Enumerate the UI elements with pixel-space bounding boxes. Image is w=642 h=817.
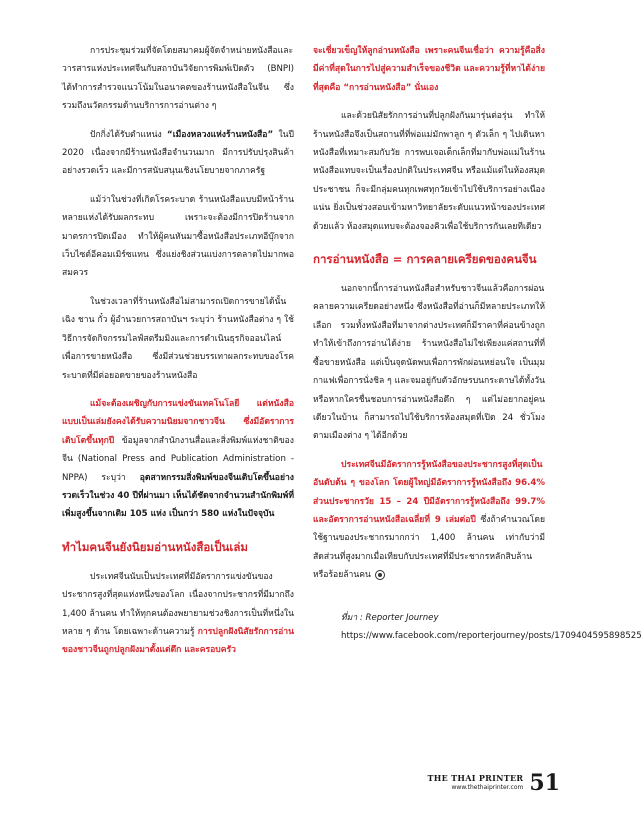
right-column [313,42,642,655]
paragraph-literacy-rate: ประเทศจีนมีอัตราการรู้หนังสือของประชากรสูงที่สุดเป็นอันดับต้น ๆ ของโลก โดยผู้ใหญ่มีอัตราการรู้หนังสือถึง 96.4% ส่วนประชากรวัย 15 – 24 ปีมีอัตราการรู้หนังสือถึง 99.7% และอัตราการอ่านหนังสือเฉลี่ยที่ 9 เล่มต่อปี ซึ่งถ้าคำนวณโดยใช้ฐานของประชากรมากกว่า 1,400 ล้านคน เท่ากับว่ามีสัดส่วนที่สูงมากเมื่อเทียบกับประเทศที่มีประชากรหลักสิบล้านหรือร้อยล้านคน [313,459,545,581]
left-column [62,42,294,670]
source-url-link[interactable]: https://www.facebook.com/reporterjourney/posts/1709404595898525 [341,630,642,641]
brand-name: THE THAI PRINTER [427,773,524,783]
print-popularity-highlight: แม้จะต้องเผชิญกับการแข่งขันเทคโนโลยี แต่หนังสือแบบเป็นเล่มยังคงได้รับความนิยมจากชาวจีน ซึ่งมีอัตราการเติบโตขึ้นทุกปี [62,398,294,446]
magazine-brand [428,773,524,793]
beijing-title-highlight: “เมืองหลวงแห่งร้านหนังสือ” [167,129,274,140]
publisher-growth-highlight: อุตสาหกรรมสิ่งพิมพ์ของจีนเติบโตขึ้นอย่างรวดเร็วในช่วง 40 ปีที่ผ่านมา เห็นได้ชัดจากจำนวนสำนักพิมพ์ที่เพิ่มสูงขึ้นจากเดิม 105 แห่ง เป็นกว่า 580 แห่งในปัจจุบัน [62,472,294,520]
paragraph-bookstore-family: และด้วยนิสัยรักการอ่านที่ปลูกฝังกันมารุ่นต่อรุ่น ทำให้ร้านหนังสือจึงเป็นสถานที่ที่พ่อแม่มักพาลูก ๆ ตัวเล็ก ๆ ไปเดินหาหนังสือที่เหมาะสมกับวัย การพบเจอเด็กเล็กที่มากับพ่อแม่ในร้านหนังสือแทบจะเป็นเรื่องปกติในประเทศจีน หรือแม้แต่ในห้องสมุดประชาชน ก็จะมีกลุ่มคนทุกเพศทุกวัยเข้าไปใช้บริการอย่างเนืองแน่น ยิ่งเป็นช่วงสอบเข้ามหาวิทยาลัยระดับแนวหน้าของประเทศด้วยแล้ว ห้องสมุดแทบจะต้องจองคิวเพื่อใช้บริการกันเลยทีเดียว [313,111,545,232]
paragraph-relaxation: นอกจากนี้การอ่านหนังสือสำหรับชาวจีนแล้วคือการผ่อนคลายความเครียดอย่างหนึ่ง ซึ่งหนังสือที่อ่านก็มีหลายประเภทให้เลือก รวมทั้งหนังสือที่มาจากต่างประเทศก็มีราคาที่ค่อนข้างถูก ทำให้เข้าถึงการอ่านได้ง่าย ร้านหนังสือไม่ใช่เพียงแค่สถานที่ที่ซื้อขายหนังสือ แต่เป็นจุดนัดพบเพื่อการพักผ่อนหย่อนใจ เป็นมุมกาแฟเพื่อการนั่งชิล ๆ และจมอยู่กับตัวอักษรบนกระดาษได้ทั้งวัน หรือหากใครชื่นชอบการอ่านหนังสือดึก ๆ แต่ไม่อยากอยู่คนเดียวในบ้าน ก็สามารถไปใช้บริการห้องสมุดที่เปิด 24 ชั่วโมงตามเมืองต่าง ๆ ได้อีกด้วย [313,284,545,442]
paragraph-pandemic-impact: แม้ว่าในช่วงที่เกิดโรคระบาด ร้านหนังสือแบบมีหน้าร้านหลายแห่งได้รับผลกระทบ เพราะจะต้องมีการปิดร้านจากมาตรการปิดเมือง ทำให้ผู้คนหันมาซื้อหนังสือประเภทอีบุ๊กจากเว็บไซต์อีคอมเมิร์ซแทน ซึ่งแย่งชิงส่วนแบ่งการตลาดไปมากพอสมควร [62,194,294,279]
end-mark-icon [375,570,385,580]
paragraph-beijing-capital: ปักกิ่งได้รับตำแหน่ง “เมืองหลวงแห่งร้านหนังสือ” ในปี 2020 เนื่องจากมีร้านหนังสือจำนวนมาก มีการปรับปรุงสินค้าอย่างรวดเร็ว และมีการสนับสนุนเชิงนโยบายจากภาครัฐ [62,129,294,177]
reading-habit-highlight: การปลูกฝังนิสัยรักการอ่านของชาวจีนถูกปลูกฝังมาตั้งแต่ดึก และครอบครัว [62,626,294,656]
source-citation [313,609,642,646]
page-footer [428,770,560,796]
paragraph-knowledge-value [313,42,545,97]
paragraph-bnpi-survey: การประชุมร่วมที่จัดโดยสมาคมผู้จัดจำหน่ายหนังสือและวารสารแห่งประเทศจีนกับสถาบันวิจัยการพิมพ์เปิดตัว (BNPI) ได้ทำการสำรวจแนวโน้มในอนาคตของร้านหนังสือในจีน ซึ่งรวมถึงนวัตกรรมด้านบริการการอ่านต่าง ๆ [62,46,294,112]
literacy-highlight: ประเทศจีนมีอัตราการรู้หนังสือของประชากรสูงที่สุดเป็นอันดับต้น ๆ ของโลก โดยผู้ใหญ่มีอัตราการรู้หนังสือถึง 96.4% ส่วนประชากรวัย 15 – 24 ปีมีอัตราการรู้หนังสือถึง 99.7% และอัตราการอ่านหนังสือเฉลี่ยที่ 9 เล่มต่อปี [313,459,545,525]
paragraph-competition: ประเทศจีนนับเป็นประเทศที่มีอัตราการแข่งขันของประชากรสูงที่สุดแห่งหนึ่งของโลก เนื่องจากประชากรที่มีมากถึง 1,400 ล้านคน ทำให้ทุกคนต้องพยายามช่วงชิงการเป็นที่หนึ่งในหลาย ๆ ด้าน โดยเฉพาะด้านความรู้ การปลูกฝังนิสัยรักการอ่านของชาวจีนถูกปลูกฝังมาตั้งแต่ดึก และครอบครัว [62,571,294,656]
section-heading-why-print: ทำไมคนจีนยังนิยมอ่านหนังสือเป็นเล่ม [62,539,248,554]
brand-website: www.thethaiprinter.com [451,784,524,791]
section-heading-stress-relief: การอ่านหนังสือ = การคลายเครียดของคนจีน [313,252,537,267]
paragraph-livestream-sales: ในช่วงเวลาที่ร้านหนังสือไม่สามารถเปิดการขายได้นั้น เฉิง ชาน กั๋ว ผู้อำนวยการสถาบันฯ ระบุว่า ร้านหนังสือต่าง ๆ ใช้วิธีการจัดกิจกรรมไลฟ์สตรีมมิงและการดำเนินธุรกิจออนไลน์เพื่อการขายหนังสือ ซึ่งมีส่วนช่วยบรรเทาผลกระทบของโรคระบาดที่มีต่อยอดขายของร้านหนังสือ [62,296,294,381]
page-number: 51 [529,770,560,796]
source-label: ที่มา : Reporter Journey [341,612,439,623]
knowledge-highlight: จะเชี่ยวเข็ญให้ลูกอ่านหนังสือ เพราะคนจีนเชื่อว่า ความรู้คือสิ่งมีค่าที่สุดในการไปสู่ความสำเร็จของชีวิต และความรู้ที่หาได้ง่ายที่สุดคือ “การอ่านหนังสือ” นั่นเอง [313,46,545,93]
paragraph-print-growth: แม้จะต้องเผชิญกับการแข่งขันเทคโนโลยี แต่หนังสือแบบเป็นเล่มยังคงได้รับความนิยมจากชาวจีน ซึ่งมีอัตราการเติบโตขึ้นทุกปี ข้อมูลจากสำนักงานสื่อและสิ่งพิมพ์แห่งชาติของจีน (National Press and Publication Administration - NPPA) ระบุว่า อุตสาหกรรมสิ่งพิมพ์ของจีนเติบโตขึ้นอย่างรวดเร็วในช่วง 40 ปีที่ผ่านมา เห็นได้ชัดจากจำนวนสำนักพิมพ์ที่เพิ่มสูงขึ้นจากเดิม 105 แห่ง เป็นกว่า 580 แห่งในปัจจุบัน [62,398,294,520]
